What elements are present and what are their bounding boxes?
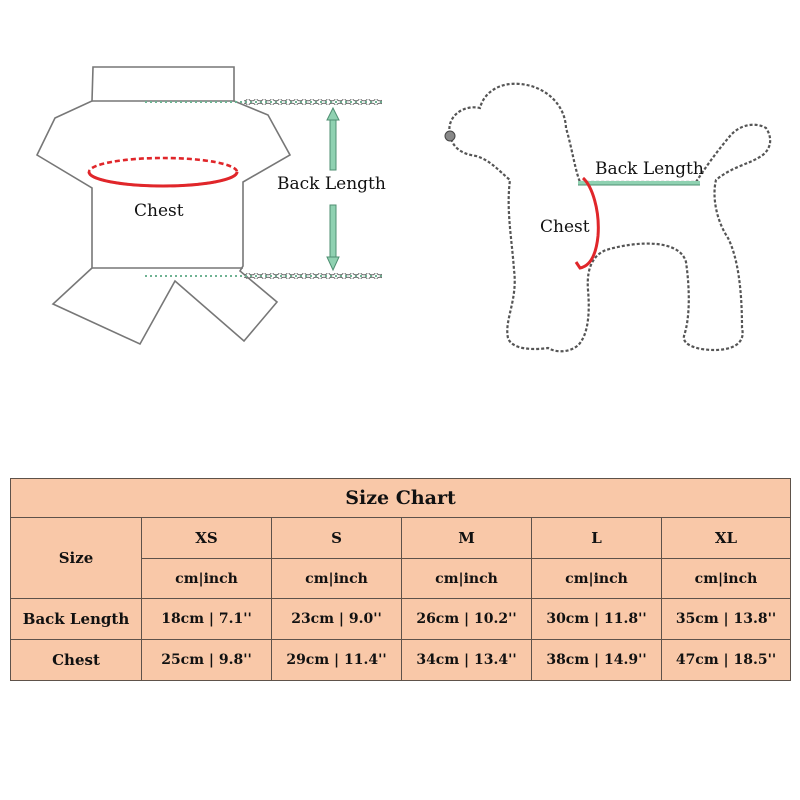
table-row-chest <box>11 640 791 681</box>
size-header-cell: Size <box>11 518 142 599</box>
table-cell: 23cm | 9.0'' <box>272 599 402 640</box>
size-chart-title-row <box>11 479 791 518</box>
dog-chest-label: Chest <box>540 217 590 237</box>
size-m-header: M <box>402 518 532 559</box>
size-chart-title: Size Chart <box>11 479 791 518</box>
size-xs-header: XS <box>142 518 272 559</box>
size-chart-table <box>10 478 791 681</box>
dog-back-length-label: Back Length <box>595 159 704 179</box>
size-header-row <box>11 518 791 559</box>
row-label-chest: Chest <box>11 640 142 681</box>
table-cell: 26cm | 10.2'' <box>402 599 532 640</box>
dog-outline <box>449 84 770 352</box>
dog-nose-icon <box>445 131 455 141</box>
row-label-back-length: Back Length <box>11 599 142 640</box>
unit-label: cm|inch <box>272 559 402 599</box>
table-cell: 30cm | 11.8'' <box>532 599 662 640</box>
unit-label: cm|inch <box>142 559 272 599</box>
table-cell: 25cm | 9.8'' <box>142 640 272 681</box>
table-row-back-length <box>11 599 791 640</box>
table-cell: 34cm | 13.4'' <box>402 640 532 681</box>
table-cell: 18cm | 7.1'' <box>142 599 272 640</box>
dog-diagram <box>445 84 770 352</box>
garment-chest-label: Chest <box>134 201 184 221</box>
table-cell: 29cm | 11.4'' <box>272 640 402 681</box>
unit-label: cm|inch <box>402 559 532 599</box>
table-cell: 35cm | 13.8'' <box>662 599 791 640</box>
size-l-header: L <box>532 518 662 559</box>
garment-diagram <box>37 67 386 344</box>
size-xl-header: XL <box>662 518 791 559</box>
unit-label: cm|inch <box>532 559 662 599</box>
table-cell: 38cm | 14.9'' <box>532 640 662 681</box>
garment-back-length-label: Back Length <box>277 174 386 194</box>
unit-label: cm|inch <box>662 559 791 599</box>
size-s-header: S <box>272 518 402 559</box>
table-cell: 47cm | 18.5'' <box>662 640 791 681</box>
